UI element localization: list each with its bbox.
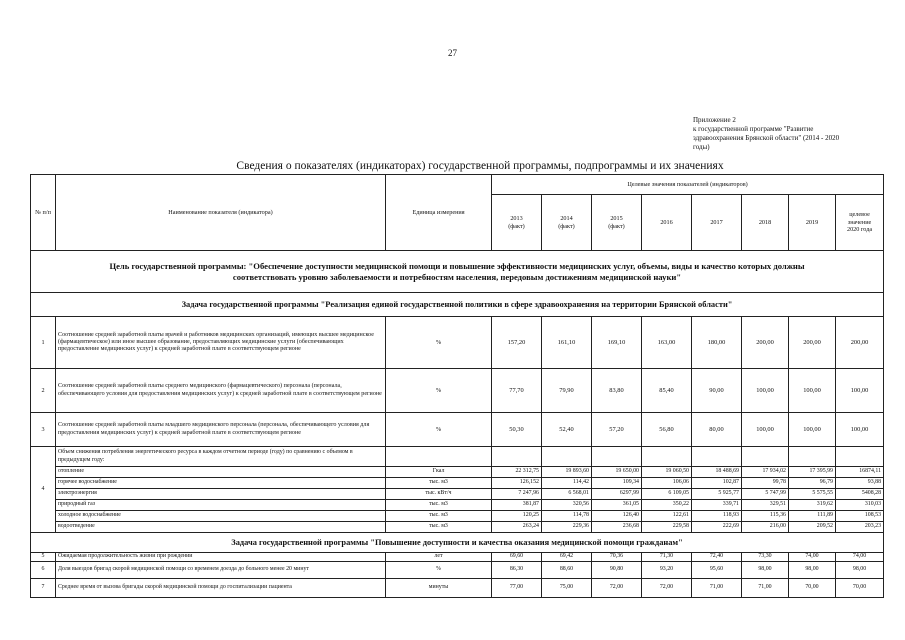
subrow-value: 17 934,02 (742, 467, 789, 478)
row-value: 69,60 (492, 553, 542, 562)
goal-row (31, 251, 884, 293)
row-value: 70,36 (592, 553, 642, 562)
target-label: 2020 года (846, 226, 873, 234)
header-year-2014 (542, 195, 592, 251)
row-num: 3 (31, 413, 56, 447)
target-label: целевое (849, 211, 870, 219)
table-row (31, 369, 884, 413)
subrow-value: 350,22 (642, 500, 692, 511)
row-value: 69,42 (542, 553, 592, 562)
subrow-unit: тыс. м3 (386, 511, 492, 522)
subrow-value: 115,36 (742, 511, 789, 522)
appendix-line: здравоохранения Брянской области" (2014 - 2020 (693, 134, 840, 142)
row-value: 98,00 (836, 562, 884, 579)
subrow-value: 381,87 (492, 500, 542, 511)
row-value: 57,20 (592, 413, 642, 447)
subrow-value: 5408,28 (836, 489, 884, 500)
table-row (31, 579, 884, 598)
subrow-value: 216,00 (742, 522, 789, 533)
subrow-value: 126,40 (592, 511, 642, 522)
row-num: 7 (31, 579, 56, 598)
year-label: 2014 (560, 215, 573, 223)
row-value: 88,60 (542, 562, 592, 579)
subrow-value: 19 650,00 (592, 467, 642, 478)
task-row (31, 293, 884, 317)
row-name: Соотношение средней заработной платы среднего медицинского (фармацевтического) персонала (персонала, обеспечивающего условия для предоставления медицинских услуг) к средней заработной плате в соответствующем регионе (56, 369, 386, 413)
header-unit: Единица измерения (386, 175, 492, 251)
row-num: 6 (31, 562, 56, 579)
row-num: 4 (31, 447, 56, 533)
subrow-unit: тыс. м3 (386, 522, 492, 533)
row-value: 77,00 (492, 579, 542, 598)
row-value: 77,70 (492, 369, 542, 413)
table-subrow (31, 489, 884, 500)
row-value: 52,40 (542, 413, 592, 447)
goal-line: Цель государственной программы: "Обеспечение доступности медицинской помощи и повышение эффективности медицинских услуг, объемы, виды и качество которых должны (109, 260, 805, 271)
subrow-value: 126,152 (492, 478, 542, 489)
year-note: (факт) (608, 222, 625, 230)
row-value: 72,40 (692, 553, 742, 562)
row-value: 73,30 (742, 553, 789, 562)
header-year-2018: 2018 (742, 195, 789, 251)
task-2: Задача государственной программы "Повышение доступности и качества оказания медицинской помощи гражданам" (31, 533, 884, 553)
subrow-value: 203,23 (836, 522, 884, 533)
row-name: Доля выездов бригад скорой медицинской помощи со временем доезда до больного менее 20 минут (56, 562, 386, 579)
subrow-value: 19 060,50 (642, 467, 692, 478)
row-unit: % (386, 562, 492, 579)
header-year-2016: 2016 (642, 195, 692, 251)
table-row (31, 562, 884, 579)
row-num: 5 (31, 553, 56, 562)
empty-cell (836, 447, 884, 467)
row-value: 100,00 (789, 413, 836, 447)
subrow-value: 22 312,75 (492, 467, 542, 478)
document-title: Сведения о показателях (индикаторах) государственной программы, подпрограммы и их значениях (236, 160, 724, 172)
table-subrow (31, 522, 884, 533)
row-name: Ожидаемая продолжительность жизни при рождении (56, 553, 386, 562)
header-row (31, 175, 884, 195)
subrow-name: природный газ (56, 500, 386, 511)
goal-line: соответствовать уровню заболеваемости и потребностям населения, передовым достижениям медицинской науки" (232, 271, 682, 282)
table-subrow (31, 478, 884, 489)
row-value: 90,80 (592, 562, 642, 579)
indicators-table (30, 174, 884, 598)
empty-cell (642, 447, 692, 467)
row-value: 163,00 (642, 317, 692, 369)
header-target-2020 (836, 195, 884, 251)
year-note: (факт) (508, 222, 525, 230)
row-num: 2 (31, 369, 56, 413)
header-targets-group: Целевые значения показателей (индикаторов) (492, 175, 884, 195)
row-value: 74,00 (789, 553, 836, 562)
appendix-line: Приложение 2 (693, 116, 736, 124)
subrow-value: 209,52 (789, 522, 836, 533)
row-unit: % (386, 369, 492, 413)
subrow-value: 361,05 (592, 500, 642, 511)
empty-cell (692, 447, 742, 467)
subrow-name: электроэнергия (56, 489, 386, 500)
subrow-value: 263,24 (492, 522, 542, 533)
target-label: значение (847, 218, 872, 226)
empty-cell (492, 447, 542, 467)
row-value: 70,00 (789, 579, 836, 598)
table-row (31, 413, 884, 447)
subrow-value: 5 925,77 (692, 489, 742, 500)
appendix-note (693, 116, 883, 152)
row-unit: % (386, 413, 492, 447)
row-value: 70,00 (836, 579, 884, 598)
row-value: 98,00 (789, 562, 836, 579)
row-value: 85,40 (642, 369, 692, 413)
row-value: 90,00 (692, 369, 742, 413)
subrow-value: 319,62 (789, 500, 836, 511)
row-value: 74,00 (836, 553, 884, 562)
subrow-name: отопление (56, 467, 386, 478)
subrow-value: 5 747,99 (742, 489, 789, 500)
row-name: Соотношение средней заработной платы врачей и работников медицинских организаций, имеющих высшее медицинское (фармацевтическое) или иное высшее образование, предоставляющих медицинские услуги (обеспечивающих предоставление медицинских услуг) к средней заработной плате в соответствующем регионе (56, 317, 386, 369)
task-row (31, 533, 884, 553)
row-name: Объем снижения потребления энергетического ресурса в каждом отчетном периоде (году) по сравнению с объемом в предыдущем году: (56, 447, 386, 467)
subrow-value: 118,93 (692, 511, 742, 522)
empty-cell (742, 447, 789, 467)
year-label: 2015 (610, 215, 623, 223)
subrow-value: 108,53 (836, 511, 884, 522)
row-value: 79,90 (542, 369, 592, 413)
empty-cell (789, 447, 836, 467)
subrow-value: 229,58 (642, 522, 692, 533)
header-year-2017: 2017 (692, 195, 742, 251)
subrow-name: водоотведение (56, 522, 386, 533)
row-value: 161,10 (542, 317, 592, 369)
row-value: 180,00 (692, 317, 742, 369)
subrow-value: 18 488,69 (692, 467, 742, 478)
row-value: 71,00 (692, 579, 742, 598)
row-value: 71,30 (642, 553, 692, 562)
header-name: Наименование показателя (индикатора) (56, 175, 386, 251)
appendix-line: к государственной программе "Развитие (693, 125, 814, 133)
header-year-2015 (592, 195, 642, 251)
row-name: Среднее время от вызова бригады скорой медицинской помощи до госпитализации пациента (56, 579, 386, 598)
table-subrow (31, 511, 884, 522)
page-number: 27 (448, 48, 457, 58)
subrow-unit: тыс. кВт/ч (386, 489, 492, 500)
subrow-value: 6 568,01 (542, 489, 592, 500)
row-value: 83,80 (592, 369, 642, 413)
subrow-value: 96,79 (789, 478, 836, 489)
table-row (31, 553, 884, 562)
subrow-value: 109,34 (592, 478, 642, 489)
task-1: Задача государственной программы "Реализация единой государственной политики в сфере здравоохранения на территории Брянской области" (31, 293, 884, 317)
row-value: 100,00 (836, 369, 884, 413)
header-year-2013 (492, 195, 542, 251)
row-unit: лет (386, 553, 492, 562)
row-value: 75,00 (542, 579, 592, 598)
header-year-2019: 2019 (789, 195, 836, 251)
table-row (31, 447, 884, 467)
empty-cell (592, 447, 642, 467)
table-subrow (31, 467, 884, 478)
subrow-value: 329,51 (742, 500, 789, 511)
subrow-value: 6 109,05 (642, 489, 692, 500)
row-value: 100,00 (742, 369, 789, 413)
subrow-value: 122,61 (642, 511, 692, 522)
year-label: 2013 (510, 215, 523, 223)
subrow-value: 222,69 (692, 522, 742, 533)
row-value: 200,00 (742, 317, 789, 369)
subrow-unit: тыс. м3 (386, 500, 492, 511)
subrow-value: 310,03 (836, 500, 884, 511)
appendix-line: годы) (693, 143, 710, 151)
program-goal (31, 251, 884, 293)
row-value: 93,20 (642, 562, 692, 579)
empty-cell (542, 447, 592, 467)
subrow-value: 16874,11 (836, 467, 884, 478)
subrow-value: 99,78 (742, 478, 789, 489)
subrow-value: 106,06 (642, 478, 692, 489)
subrow-value: 236,68 (592, 522, 642, 533)
row-value: 56,80 (642, 413, 692, 447)
row-value: 100,00 (836, 413, 884, 447)
subrow-value: 17 395,99 (789, 467, 836, 478)
table-subrow (31, 500, 884, 511)
subrow-unit: тыс. м3 (386, 478, 492, 489)
subrow-value: 114,42 (542, 478, 592, 489)
subrow-value: 93,88 (836, 478, 884, 489)
subrow-value: 6297,99 (592, 489, 642, 500)
indicators-table-wrapper (30, 174, 883, 598)
row-value: 200,00 (836, 317, 884, 369)
table-row (31, 317, 884, 369)
subrow-unit: Гкал (386, 467, 492, 478)
row-value: 80,00 (692, 413, 742, 447)
empty-cell (386, 447, 492, 467)
row-value: 72,00 (642, 579, 692, 598)
row-value: 98,00 (742, 562, 789, 579)
row-value: 86,30 (492, 562, 542, 579)
row-value: 100,00 (789, 369, 836, 413)
subrow-value: 120,25 (492, 511, 542, 522)
subrow-value: 102,87 (692, 478, 742, 489)
subrow-value: 320,56 (542, 500, 592, 511)
subrow-value: 7 247,96 (492, 489, 542, 500)
subrow-name: холодное водоснабжение (56, 511, 386, 522)
subrow-name: горячее водоснабжение (56, 478, 386, 489)
row-value: 100,00 (742, 413, 789, 447)
subrow-value: 19 893,60 (542, 467, 592, 478)
row-value: 169,10 (592, 317, 642, 369)
subrow-value: 5 575,55 (789, 489, 836, 500)
row-unit: минуты (386, 579, 492, 598)
subrow-value: 114,78 (542, 511, 592, 522)
row-value: 72,00 (592, 579, 642, 598)
row-value: 157,20 (492, 317, 542, 369)
header-num: № п/п (31, 175, 56, 251)
row-value: 50,30 (492, 413, 542, 447)
row-value: 95,60 (692, 562, 742, 579)
row-value: 200,00 (789, 317, 836, 369)
row-num: 1 (31, 317, 56, 369)
row-value: 71,00 (742, 579, 789, 598)
year-note: (факт) (558, 222, 575, 230)
row-name: Соотношение средней заработной платы младшего медицинского персонала (персонала, обеспечивающего условия для предоставления медицинских услуг) к средней заработной плате в соответствующем регионе (56, 413, 386, 447)
subrow-value: 339,71 (692, 500, 742, 511)
subrow-value: 111,89 (789, 511, 836, 522)
row-unit: % (386, 317, 492, 369)
subrow-value: 229,36 (542, 522, 592, 533)
